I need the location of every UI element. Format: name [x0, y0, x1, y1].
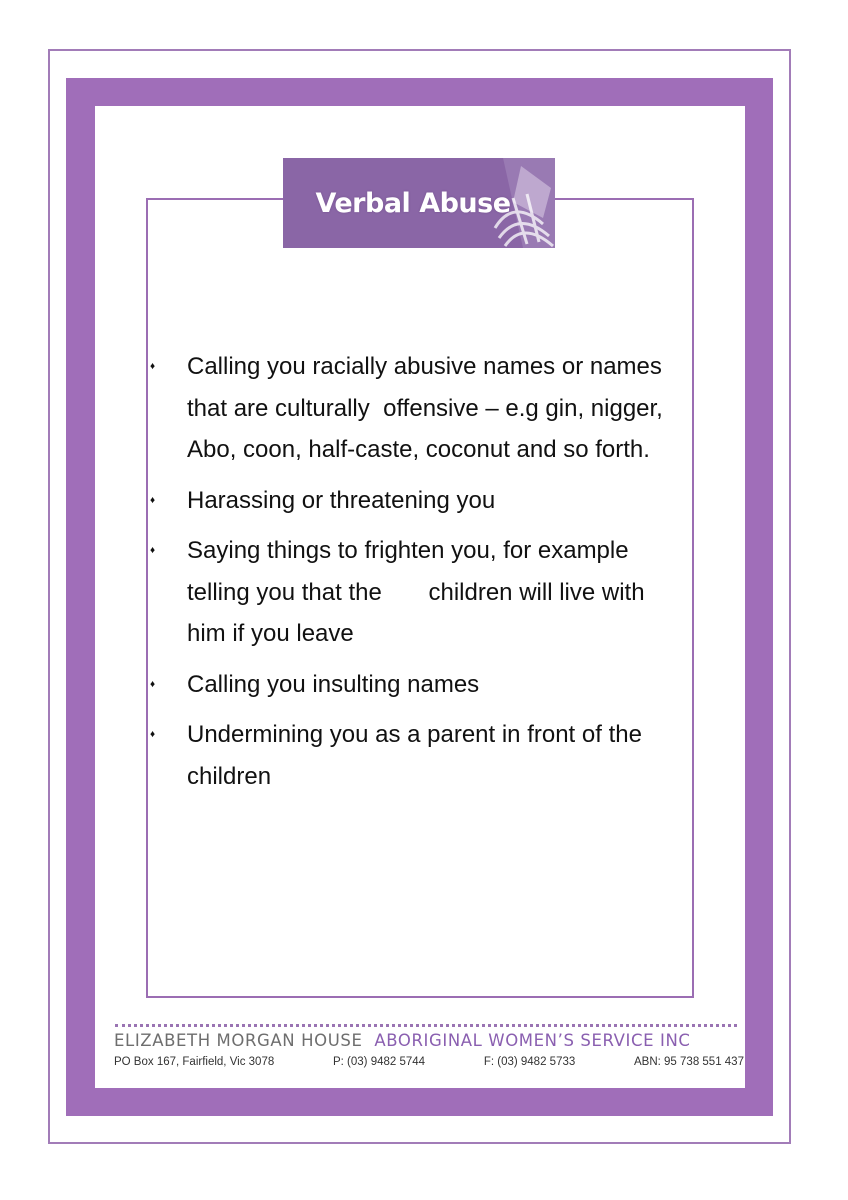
- list-item: [146, 530, 686, 655]
- page-title: Verbal Abuse: [315, 187, 511, 219]
- footer-abn: ABN: 95 738 551 437: [634, 1056, 744, 1068]
- footer-org-line: [114, 1031, 744, 1050]
- diamond-bullet-icon: ♦: [150, 729, 156, 740]
- list-item: [146, 714, 686, 797]
- diamond-bullet-icon: ♦: [150, 361, 156, 372]
- org-subtitle: ABORIGINAL WOMEN’S SERVICE INC: [374, 1031, 691, 1050]
- list-item: [146, 664, 686, 706]
- title-banner: [283, 158, 555, 248]
- footer-fax: F: (03) 9482 5733: [483, 1056, 576, 1068]
- footer-contact-line: [114, 1056, 744, 1068]
- list-item-text: Undermining you as a parent in front of the children: [187, 721, 649, 790]
- footer-address: PO Box 167, Fairfield, Vic 3078: [114, 1056, 275, 1068]
- diamond-bullet-icon: ♦: [150, 545, 156, 556]
- list-item-text: Harassing or threatening you: [187, 486, 496, 514]
- diamond-bullet-icon: ♦: [150, 494, 156, 506]
- bullet-list: [146, 346, 686, 806]
- list-item: [146, 480, 686, 522]
- diamond-bullet-icon: ♦: [150, 678, 156, 690]
- list-item: [146, 346, 686, 471]
- footer-phone: P: (03) 9482 5744: [333, 1056, 426, 1068]
- org-name: ELIZABETH MORGAN HOUSE: [114, 1031, 363, 1050]
- footer-divider: [115, 1024, 737, 1027]
- list-item-text: Calling you insulting names: [187, 670, 480, 698]
- list-item-text: Calling you racially abusive names or names that are culturally offensive – e.g gin, nigger, Abo, coon, half-caste, coconut and so forth.: [187, 353, 669, 463]
- list-item-text: Saying things to frighten you, for example telling you that the children will live with him if you leave: [187, 537, 652, 647]
